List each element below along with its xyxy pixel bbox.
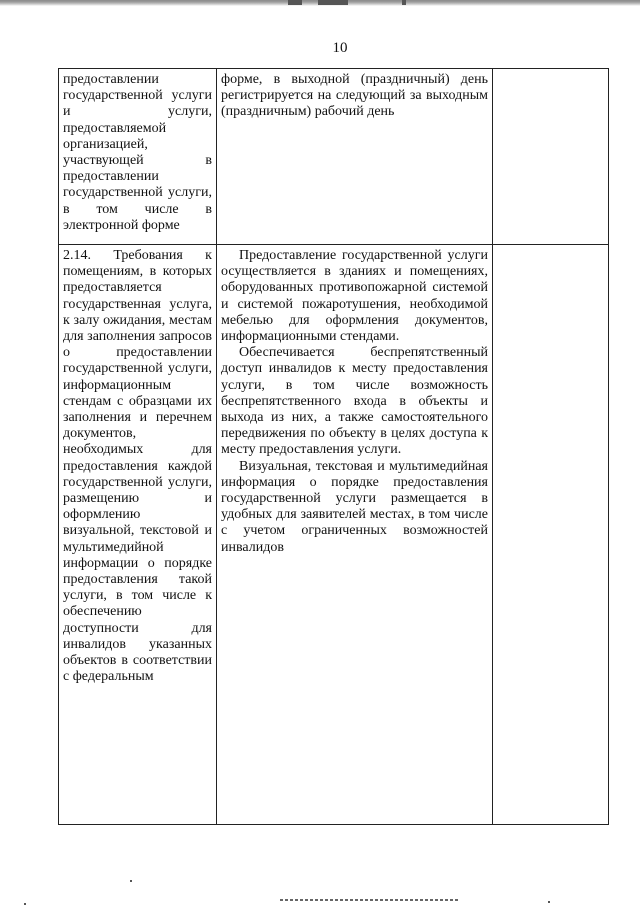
requirement-content-paragraph: форме, в выходной (праздничный) день регистрируется на следующий за выходным (праздничным) рабочий день [221, 72, 488, 120]
scan-mark [288, 0, 302, 5]
requirement-name-cell [59, 69, 217, 245]
requirement-content-paragraph: Обеспечивается беспрепятственный доступ инвалидов к месту предоставления услуги, в том числе возможность беспрепятственного входа в объекты и выхода из них, а также самостоятельного передвижения по объекту в целях доступа к месту предоставления услуги. [221, 345, 488, 458]
scan-speck [548, 901, 550, 903]
scan-mark [318, 0, 348, 5]
requirement-name-text: 2.14. Требования к помещениям, в которых предоставляется государственная услуга, к залу ожидания, местам для заполнения запросов о предоставлении государственной услуги, информационным стендам с образцами их заполнения и перечнем документов, необходимых для предоставления каждой государственной услуги, размещению и оформлению визуальной, текстовой и мультимедийной информации о порядке предоставления такой услуги, в том числе к обеспечению доступности для инвалидов указанных объектов в соответствии с федеральным [63, 248, 212, 685]
empty-cell [493, 69, 609, 245]
scan-speck [130, 880, 132, 882]
scan-mark [402, 0, 406, 5]
requirement-name-cell [59, 245, 217, 825]
table-row [59, 245, 609, 825]
requirement-content-cell [217, 245, 493, 825]
requirement-content-paragraph: Предоставление государственной услуги осуществляется в зданиях и помещениях, оборудованных противопожарной системой и системой пожаротушения, необходимой мебелью для оформления документов, информационными стендами. [221, 248, 488, 345]
requirement-content-paragraph: Визуальная, текстовая и мультимедийная информация о порядке предоставления государственной услуги размещается в удобных для заявителей местах, в том числе с учетом ограниченных возможностей инвалидов [221, 458, 488, 555]
requirement-name-text: предоставлении государственной услуги и услуги, предоставляемой организацией, участвующей в предоставлении государственной услуги, в том числе в электронной форме [63, 72, 212, 233]
scan-edge-bottom [280, 899, 460, 901]
requirement-content-cell [217, 69, 493, 245]
page-number: 10 [332, 40, 348, 56]
empty-cell [493, 245, 609, 825]
table-row [59, 69, 609, 245]
requirements-table [58, 68, 609, 825]
